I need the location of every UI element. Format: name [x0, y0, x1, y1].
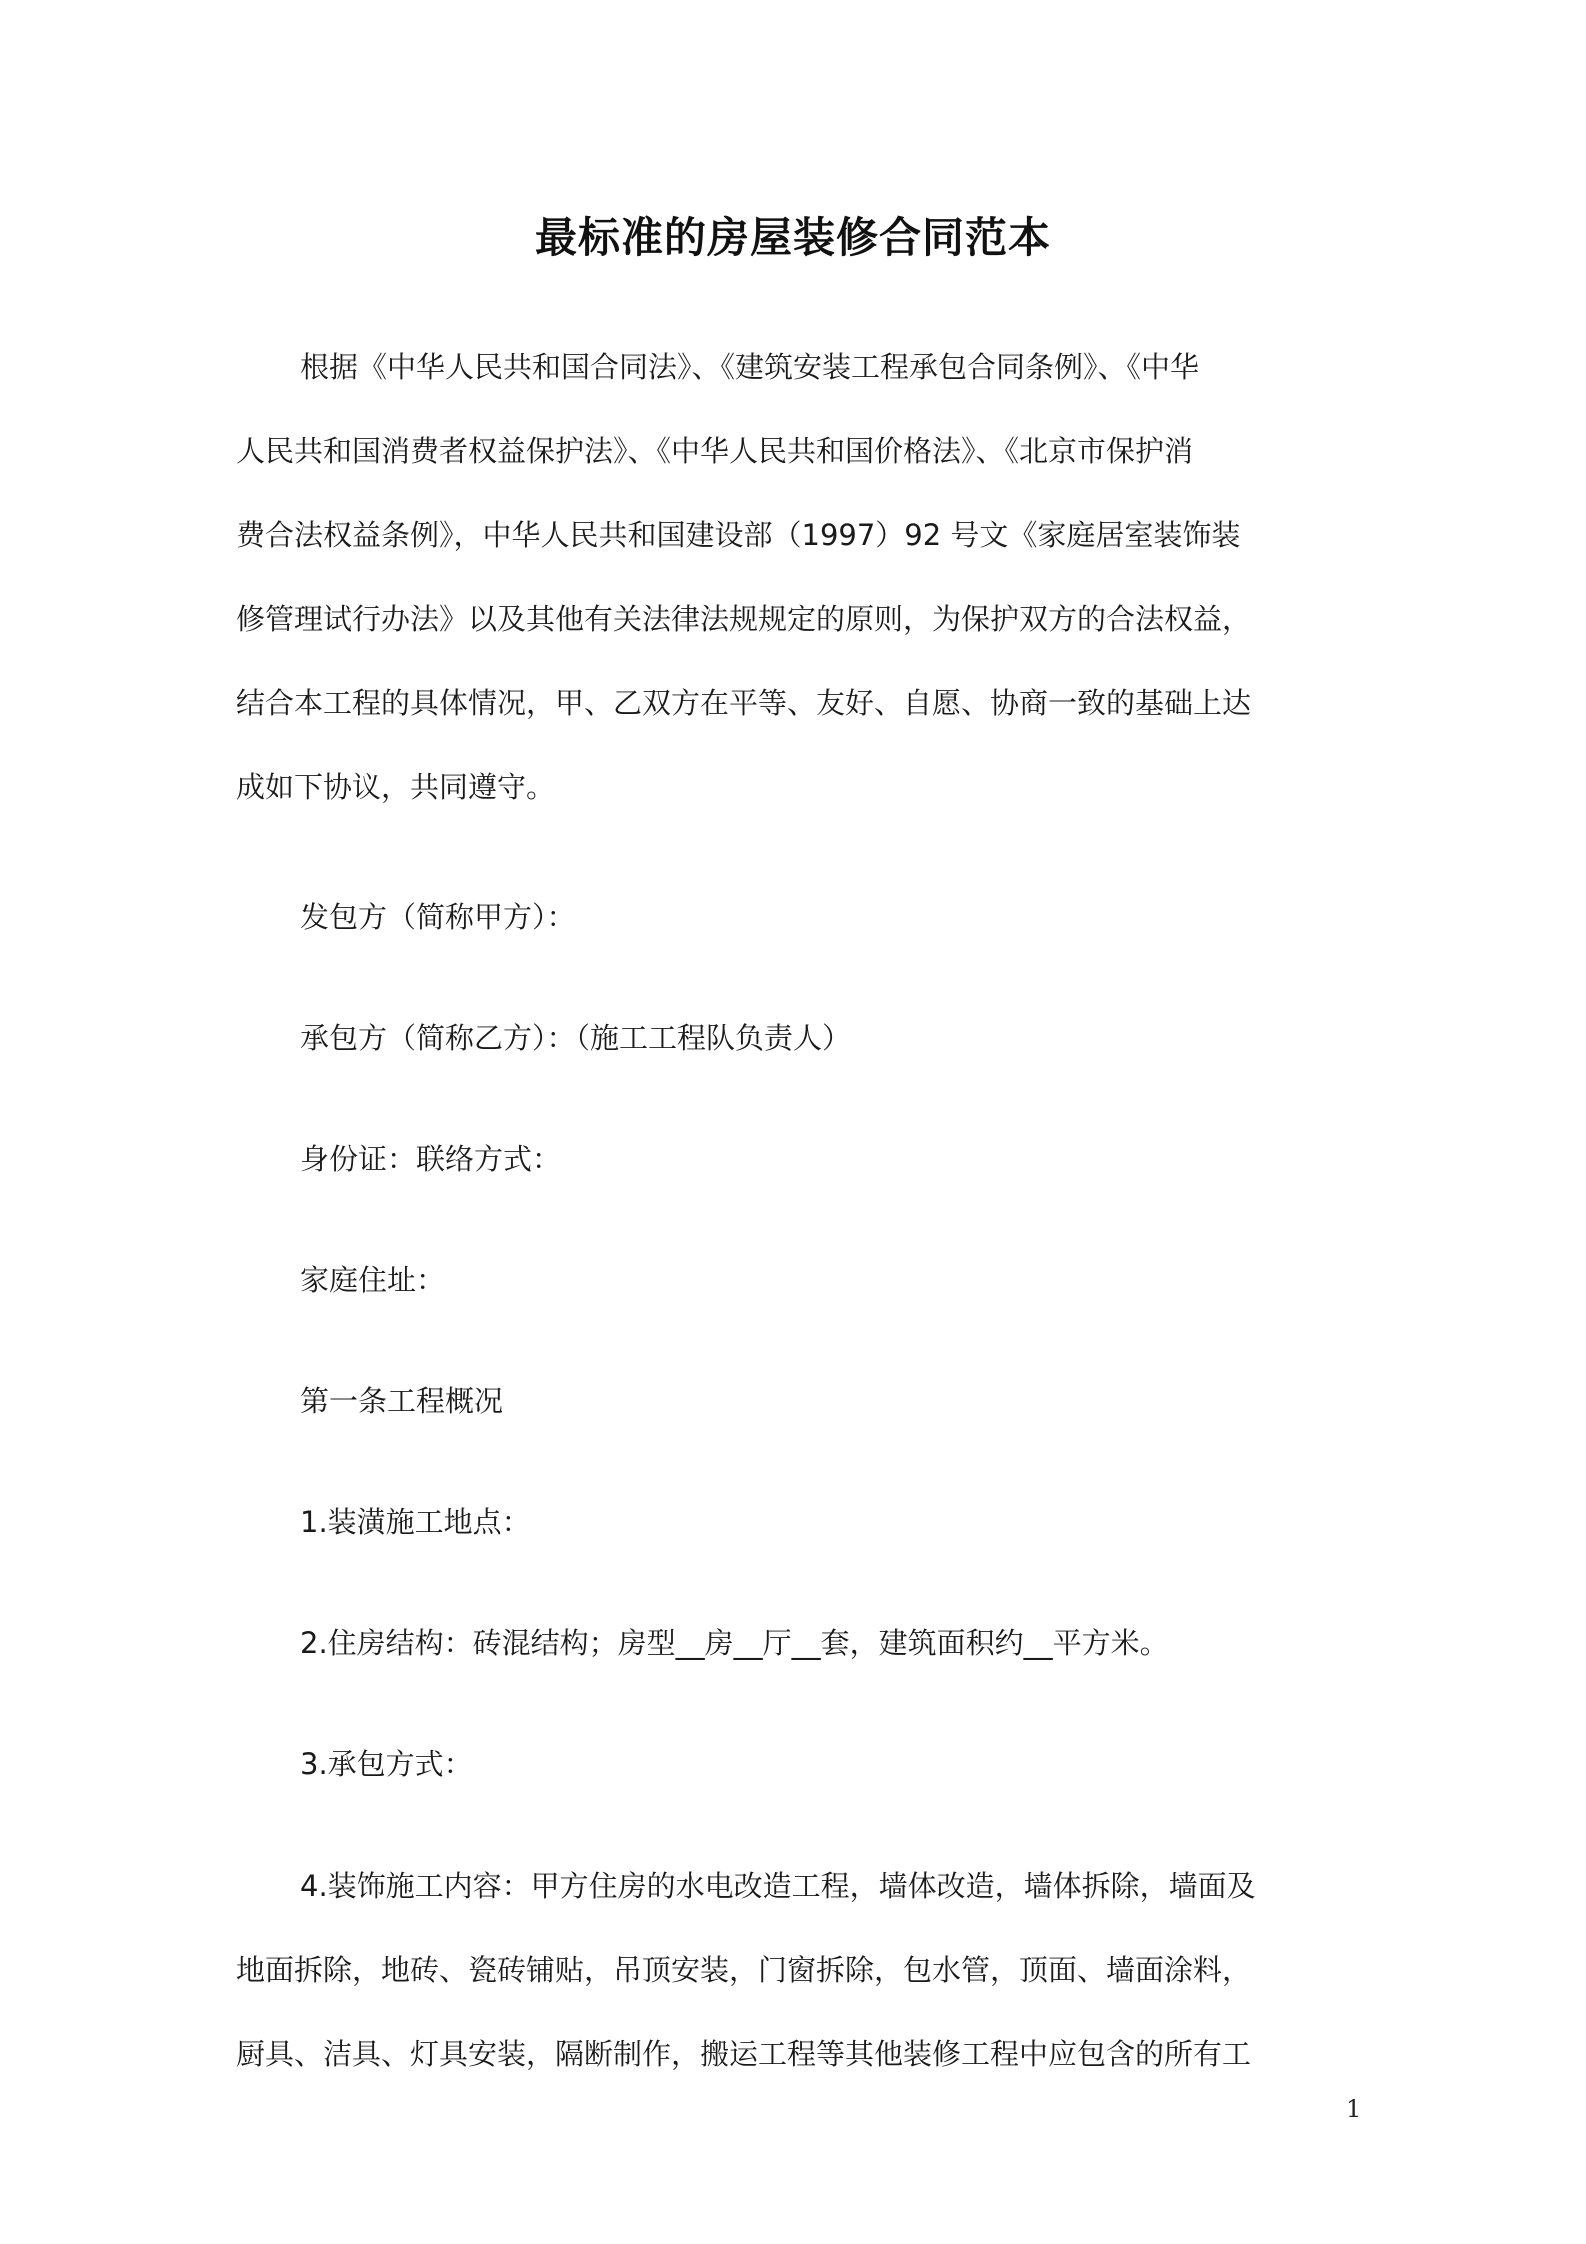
document-title: 最标准的房屋装修合同范本 [534, 213, 1051, 262]
article-heading [236, 1381, 1430, 1421]
party-b-line [236, 1018, 1430, 1058]
intro-line: 修管理试行办法》以及其他有关法律法规规定的原则，为保护双方的合法权益， [236, 602, 1252, 636]
party-b-label: 承包方（简称乙方）：（施工工程队负责人） [300, 1021, 852, 1055]
item-1-text: 1.装潢施工地点： [300, 1505, 531, 1539]
party-a-line [236, 897, 1430, 937]
home-address-line [236, 1260, 1430, 1300]
item-4-line: 4.装饰施工内容：甲方住房的水电改造工程，墙体改造，墙体拆除，墙面及 [300, 1869, 1256, 1903]
intro-line: 结合本工程的具体情况，甲、乙双方在平等、友好、自愿、协商一致的基础上达 [236, 686, 1252, 720]
item-2-text: 2.住房结构：砖混结构；房型__房__厅__套，建筑面积约__平方米。 [300, 1626, 1169, 1660]
intro-line: 根据《中华人民共和国合同法》、《建筑安装工程承包合同条例》、《中华 [300, 350, 1200, 384]
list-item [236, 1623, 1430, 1663]
item-4-line: 地面拆除，地砖、瓷砖铺贴，吊顶安装，门窗拆除，包水管，顶面、墙面涂料， [236, 1953, 1252, 1987]
intro-line: 人民共和国消费者权益保护法》、《中华人民共和国价格法》、《北京市保护消 [236, 434, 1194, 468]
intro-line: 费合法权益条例》，中华人民共和国建设部（1997）92 号文《家庭居室装饰装 [236, 518, 1241, 552]
item-4-line: 厨具、洁具、灯具安装，隔断制作，搬运工程等其他装修工程中应包含的所有工 [236, 2037, 1252, 2071]
intro-line: 成如下协议，共同遵守。 [236, 770, 556, 804]
id-contact-label: 身份证：联络方式： [300, 1142, 562, 1176]
list-item-multiline [236, 1866, 1366, 2074]
id-contact-line [236, 1139, 1430, 1179]
list-item [236, 1502, 1430, 1542]
list-item [236, 1744, 1430, 1784]
article-1-heading: 第一条工程概况 [300, 1384, 504, 1418]
item-3-text: 3.承包方式： [300, 1747, 473, 1781]
party-a-label: 发包方（简称甲方）： [300, 900, 576, 934]
page-number: 1 [1346, 2095, 1362, 2123]
intro-paragraph [236, 347, 1366, 807]
home-address-label: 家庭住址： [300, 1263, 446, 1297]
